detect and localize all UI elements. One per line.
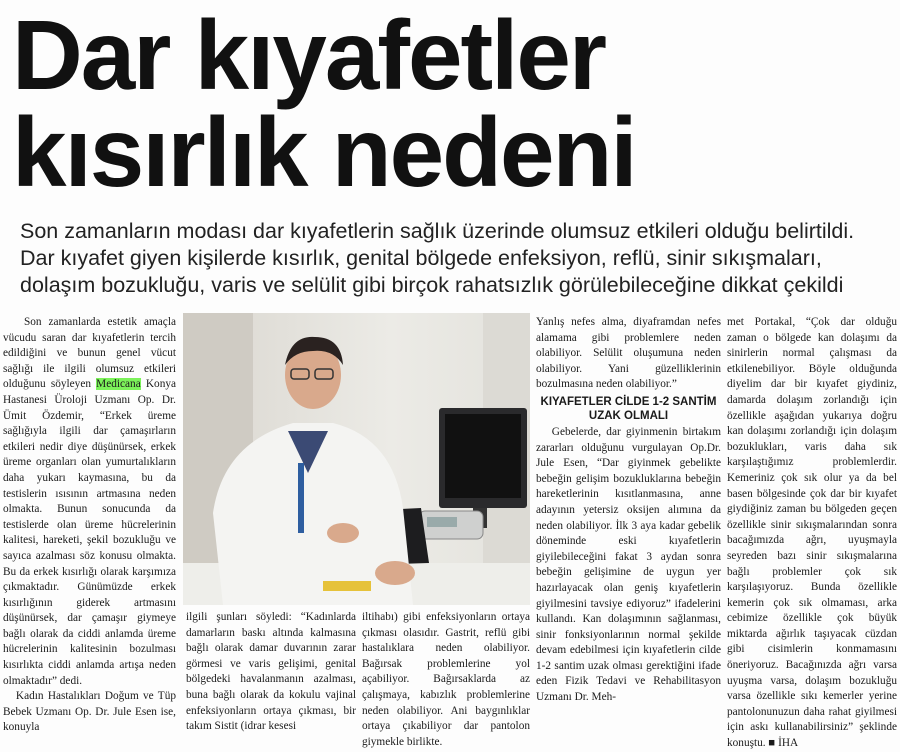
article-column-2: ilgili şunları söyledi: “Kadınlarda damarların baskı altında kalmasına bağlı olarak damar duvarının zarar görmesi ve varis gelişimi, genital bölgedeki havalanmanın azalması, buna bağlı olarak da kokulu vajinal enfeksiyonların ortaya çıkması, bir takım Sistit (idrar kesesi <box>186 611 356 733</box>
article-column-1 <box>3 315 176 736</box>
paragraph-text: Son zamanlarda estetik amaçla vücudu saran dar kıyafetlerin tercih edildiğini ve bunun genel vücut sağlığı ile ilgili olumsuz etkileri olduğunu söyleyen <box>3 316 176 391</box>
paragraph <box>3 689 176 736</box>
paragraph-text: Gebelerde, dar giyinmenin birtakım zararları olduğunu vurgulayan Op.Dr. Jule Esen, “Dar giyinmek gebelikte bebeğin gelişim bozukluklarına bebeğin hareketlerinin kısıtlanmasına, anne adayının yetersiz oksijen alımına da neden olabiliyor. İlk 3 aya kadar gebelik döneminde eski kıyafetlerin giyilebileceğini fakat 3 aydan sonra bebeğin gelişimine de uygun yer hazırlayacak olan geniş kıyafetlerin giyilmesini tavsiye ediyoruz” ifadelerini kullandı. Kan dolaşımının sağlanması, sinir fonksiyonlarının normal şekilde devam edebilmesi için kıyafetlerin cilde 1-2 santim uzak olması gerektiğini ifade eden Fizik Tedavi ve Rehabilitasyon Uzmanı Dr. Meh- <box>536 425 721 704</box>
article-column-4: met Portakal, “Çok dar olduğu zaman o bölgede kan dolaşımı da sinirlerin normal çalışması da etkilenebiliyor. Böyle olduğunda diyelim dar bir kıyafet giydiniz, damarda dolaşım zorlandığı için özellikle aşağıdan yukarıya doğru kan dolaşımı zorlandığı için dolaşım bozuklukları, varis daha sık karşılaştığımız problemlerdir. Kemeriniz çok sık olur ya da bel basen bölgesinde çok dar bir kıyafet giydiğiniz zaman bu bölgeden geçen özellikle sinir sıkışmalarından sonra bacağımızda ağrı, uyuşmayla seyreden bazı sinir sıkışmalarına bağlı problemler çok sık karşılaşıyoruz. Bunda özellikle kemerin çok sık olmaması, arka cebimize özellikle çok büyük miktarda ağırlık taşıyacak cüzdan gibi cisimlerin konmamasını öneriyoruz. Bacağınızda ağrı varsa uyuşma varsa, dolaşım bozukluğu varsa özellikle sıkı kemerler yerine pantolonunuzun daha rahat giyilmesi için askı kullanabilirsiniz” şeklinde konuştu. ■ İHA <box>727 316 897 750</box>
spot-line: dolaşım bozukluğu, varis ve selülit gibi birçok rahatsızlık görülebileceğine dikkat çekildi <box>20 273 844 297</box>
article-column-2b: iltihabı) gibi enfeksiyonların ortaya çıkması olasıdır. Gastrit, reflü gibi hastalıklara neden olabiliyor. Bağırsak problemlerine yol açabiliyor. Bağırsaklarda az çalışmaya, kabızlık problemlerine neden olabiliyor. Ani baygınlıklar ortaya çıkabiliyor dar pantolon giymekle birlikte. <box>362 611 530 748</box>
doctor-at-desk-image <box>183 313 530 605</box>
paragraph-text: Kadın Hastalıkları Doğum ve Tüp Bebek Uzmanı Op. Dr. Jule Esen ise, konuyla <box>3 690 176 734</box>
article-column-3 <box>536 315 721 706</box>
highlighted-hospital-name: Medicana <box>96 378 141 391</box>
paragraph: Yanlış nefes alma, diyaframdan nefes alamama gibi problemlere neden olabiliyor. Selülit oluşumuna neden olabiliyor. Yani güzelliklerinin bozulmasına neden olabiliyor.” <box>536 316 721 391</box>
spot-line: Son zamanların modası dar kıyafetlerin sağlık üzerinde olumsuz etkileri olduğu belirtildi. <box>20 219 855 243</box>
paragraph <box>536 425 721 706</box>
headline-line-1: Dar kıyafetler <box>12 0 606 110</box>
subheading: KIYAFETLER CİLDE 1-2 SANTİM UZAK OLMALI <box>540 395 717 422</box>
spot-line: Dar kıyafet giyen kişilerde kısırlık, genital bölgede enfeksiyon, reflü, sinir sıkışmaları, <box>20 246 822 270</box>
spot-text <box>20 218 890 299</box>
headline-line-2: kısırlık nedeni <box>12 97 636 207</box>
doctor-photo <box>183 313 530 605</box>
paragraph <box>3 315 176 689</box>
paragraph-text: Konya Hastanesi Üroloji Uzmanı Op. Dr. Ümit Özdemir, “Erkek üreme sağlığıyla ilgili dar çamaşırların etkileri nedir diye düşünürsek, erkek üreme organları olan yumurtalıkların daha yukarı kaymasına, bu da testislerin ısısının artmasına neden olmakta. Bunun sonucunda da testislerde olan üreme hücrelerinin kalitesi, hareketi, şekil bozukluğu ve sayıca azalması söz konusu olmakta. Bu da erkek kısırlığı olarak karşımıza çıkmaktadır. Günümüzde erkek kısırlığının giderek artmasını düşünürsek, dar çamaşır giymeye bağlı olarak da ciddi anlamda üreme hücrelerinin kalitesinin bozulması kısırlıkta ciddi anlamda artışa neden olmaktadır” dedi. <box>3 378 176 687</box>
